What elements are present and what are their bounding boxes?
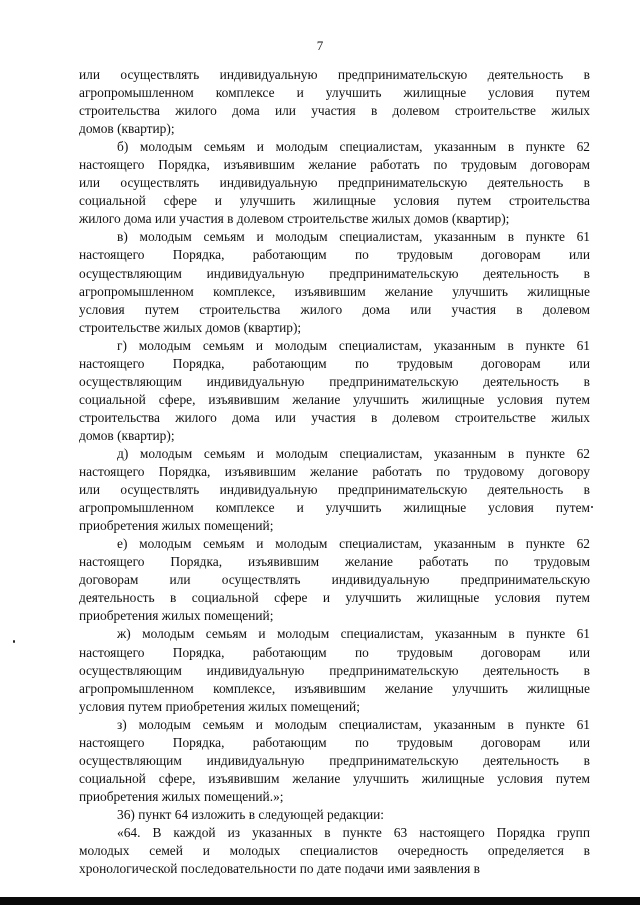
text-line: осуществляющим индивидуальную предпринимательскую деятельность в [79, 662, 590, 678]
text-line: деятельность в социальной сфере и улучшить жилищные условия путем [79, 590, 590, 606]
text-line: настоящего Порядка, изъявившим желание работать по трудовым договорам [79, 157, 590, 173]
text-line: социальной сфере, изъявившим желание улучшить жилищные условия путем [79, 770, 590, 786]
page-number: 7 [316, 38, 324, 53]
text-line: в) молодым семьям и молодым специалистам, указанным в пункте 61 [117, 229, 590, 245]
paragraph [79, 445, 590, 535]
paragraph [79, 228, 590, 336]
text-line: осуществляющим индивидуальную предпринимательскую деятельность в [79, 752, 590, 768]
text-line: настоящего Порядка, работающим по трудовым договорам или [79, 734, 590, 750]
document-body [79, 66, 590, 878]
text-line: настоящего Порядка, работающим по трудовым договорам или [79, 247, 590, 263]
text-line: агропромышленном комплексе и улучшить жилищные условия путем [79, 85, 590, 101]
paragraph [79, 337, 590, 445]
text-line: хронологической последовательности по дате подачи ими заявления в [79, 861, 480, 877]
text-line: строительства жилого дома или участия в долевом строительстве жилых [79, 409, 590, 425]
text-line: ж) молодым семьям и молодым специалистам, указанным в пункте 61 [117, 626, 590, 642]
text-line: осуществляющим индивидуальную предпринимательскую деятельность в [79, 373, 590, 389]
text-line: жилого дома или участия в долевом строительстве жилых домов (квартир); [79, 211, 510, 227]
text-line: агропромышленном комплексе, изъявившим желание улучшить жилищные [79, 283, 590, 299]
scan-edge-bar [0, 897, 640, 905]
text-line: б) молодым семьям и молодым специалистам, указанным в пункте 62 [117, 139, 590, 155]
text-line: или осуществлять индивидуальную предпринимательскую деятельность в [79, 175, 590, 191]
text-line: социальной сфере, изъявившим желание улучшить жилищные условия путем [79, 391, 590, 407]
text-line: агропромышленном комплексе и улучшить жилищные условия путем [79, 500, 590, 516]
text-line: домов (квартир); [79, 121, 175, 137]
text-line: приобретения жилых помещений; [79, 518, 274, 534]
text-line: е) молодым семьям и молодым специалистам, указанным в пункте 62 [117, 536, 590, 552]
text-line: приобретения жилых помещений.»; [79, 788, 284, 804]
text-line: строительстве жилых домов (квартир); [79, 319, 302, 335]
text-line: социальной сфере и улучшить жилищные условия путем строительства [79, 193, 590, 209]
text-line: условия путем приобретения жилых помещений; [79, 698, 360, 714]
paragraph [79, 138, 590, 228]
text-line: г) молодым семьям и молодым специалистам, указанным в пункте 61 [117, 337, 590, 353]
paragraph [79, 824, 590, 878]
text-line: или осуществлять индивидуальную предпринимательскую деятельность в [79, 482, 590, 498]
text-line: настоящего Порядка, изъявившим желание работать по трудовому договору [79, 464, 590, 480]
text-line: приобретения жилых помещений; [79, 608, 274, 624]
paragraph [79, 806, 590, 824]
scan-speck [13, 640, 15, 643]
text-line: д) молодым семьям и молодым специалистам, указанным в пункте 62 [117, 445, 590, 461]
text-line: осуществляющим индивидуальную предпринимательскую деятельность в [79, 265, 590, 281]
paragraph [79, 625, 590, 715]
text-line: «64. В каждой из указанных в пункте 63 настоящего Порядка групп [117, 824, 590, 840]
paragraph [79, 716, 590, 806]
text-line: домов (квартир); [79, 427, 175, 443]
paragraph [79, 66, 590, 138]
scan-speck [591, 506, 593, 508]
text-line: договорам или осуществлять индивидуальную предпринимательскую [79, 572, 590, 588]
text-line: з) молодым семьям и молодым специалистам, указанным в пункте 61 [117, 716, 590, 732]
text-line: 36) пункт 64 изложить в следующей редакции: [117, 806, 385, 822]
text-line: молодых семей и молодых специалистов очередность определяется в [79, 843, 590, 859]
paragraph [79, 535, 590, 625]
text-line: или осуществлять индивидуальную предпринимательскую деятельность в [79, 67, 590, 82]
text-line: строительства жилого дома или участия в долевом строительстве жилых [79, 103, 590, 119]
text-line: агропромышленном комплексе, изъявившим желание улучшить жилищные [79, 680, 590, 696]
text-line: настоящего Порядка, работающим по трудовым договорам или [79, 644, 590, 660]
text-line: настоящего Порядка, изъявившим желание работать по трудовым [79, 554, 590, 570]
text-line: условия путем строительства жилого дома или участия в долевом [79, 301, 590, 317]
text-line: настоящего Порядка, работающим по трудовым договорам или [79, 355, 590, 371]
